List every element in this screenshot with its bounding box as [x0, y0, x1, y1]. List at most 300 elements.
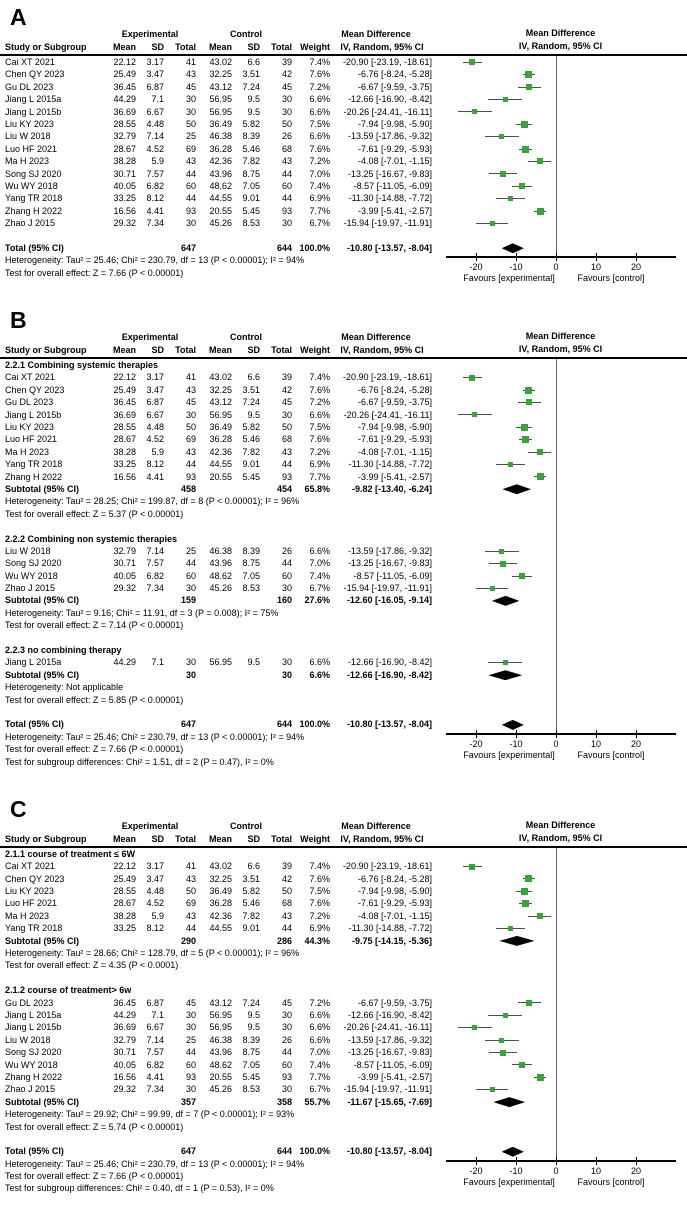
effect-estimate: -11.30 [-14.88, -7.72]	[348, 923, 432, 934]
study-name: Song SJ 2020	[5, 168, 62, 179]
effect-estimate: -3.99 [-5.41, -2.57]	[357, 1071, 432, 1082]
axis-tick-label: -20	[469, 739, 483, 750]
effect-point-marker	[522, 146, 529, 153]
effect-estimate: -13.59 [-17.86, -9.32]	[347, 131, 432, 142]
exp-sd: 3.17	[146, 57, 164, 67]
weight-value: 7.4%	[309, 861, 330, 872]
study-name: Subtotal (95% CI)	[5, 483, 80, 494]
exp-total: 45	[185, 81, 196, 92]
axis-tick	[516, 730, 517, 738]
exp-total: 290	[180, 935, 196, 946]
ctrl-mean: 44.55	[209, 923, 232, 934]
ctrl-total: 45	[281, 997, 292, 1008]
effect-estimate: -6.76 [-8.24, -5.28]	[357, 384, 432, 395]
effect-estimate: -15.94 [-19.97, -11.91]	[343, 1084, 432, 1095]
exp-sd: 7.14	[146, 1034, 164, 1045]
exp-mean: 36.45	[113, 397, 136, 408]
weight-value: 7.0%	[309, 168, 330, 179]
study-name: Subtotal (95% CI)	[5, 935, 80, 946]
col-ctrl-mean: Mean	[208, 833, 232, 844]
exp-sd: 8.12	[146, 193, 164, 204]
study-name: Subtotal (95% CI)	[5, 1096, 80, 1107]
col-effect: IV, Random, 95% CI	[340, 833, 424, 844]
ctrl-mean: 56.95	[209, 1022, 232, 1033]
ctrl-sd: 8.53	[242, 218, 260, 229]
exp-mean: 36.69	[113, 409, 136, 420]
exp-total: 44	[185, 558, 196, 569]
ctrl-mean	[196, 718, 232, 730]
stats-text: Heterogeneity: Tau² = 28.66; Chi² = 128.79, df = 5 (P < 0.00001); I² = 96%	[5, 948, 300, 959]
ctrl-sd: 7.24	[242, 81, 260, 92]
subgroup-title: 2.2.3 no combining therapy	[5, 645, 122, 656]
effect-estimate: -12.60 [-16.05, -9.14]	[346, 595, 432, 606]
effect-point-marker	[526, 1000, 532, 1006]
ctrl-mean: 46.38	[209, 545, 232, 556]
study-name: Total (95% CI)	[5, 242, 64, 253]
ctrl-mean	[196, 935, 232, 947]
x-axis-line	[446, 256, 676, 258]
axis-tick	[636, 730, 637, 738]
zero-line	[556, 848, 557, 1161]
ctrl-mean: 36.28	[209, 434, 232, 445]
col-exp-sd: SD	[151, 345, 164, 356]
effect-estimate: -15.94 [-19.97, -11.91]	[343, 583, 432, 594]
ctrl-mean: 56.95	[209, 106, 232, 117]
weight-value: 7.2%	[309, 997, 330, 1008]
exp-sd: 3.47	[146, 69, 164, 80]
ctrl-sd: 9.5	[247, 1010, 260, 1020]
col-group-control: Control	[230, 332, 262, 343]
exp-sd	[136, 1096, 164, 1108]
exp-mean: 28.67	[113, 898, 136, 909]
ctrl-sd	[232, 483, 260, 495]
axis-tick-label: 20	[630, 262, 642, 273]
zero-line	[556, 359, 557, 734]
ctrl-total: 454	[276, 483, 292, 494]
col-weight: Weight	[300, 833, 330, 844]
ctrl-mean: 46.38	[209, 1034, 232, 1045]
ctrl-total: 68	[281, 143, 292, 154]
exp-total: 647	[180, 719, 196, 730]
ctrl-sd	[232, 594, 260, 606]
exp-sd: 4.52	[146, 898, 164, 909]
study-name: Jiang L 2015b	[5, 409, 62, 420]
weight-value: 7.2%	[309, 446, 330, 457]
exp-sd: 6.67	[146, 106, 164, 117]
exp-total: 30	[185, 583, 196, 594]
exp-mean: 28.55	[113, 421, 136, 432]
x-axis-line	[446, 1160, 676, 1162]
weight-value: 7.2%	[309, 910, 330, 921]
exp-total: 60	[185, 1059, 196, 1070]
exp-total: 41	[185, 372, 196, 383]
ctrl-total: 44	[281, 923, 292, 934]
effect-point-marker	[508, 196, 513, 201]
ctrl-sd: 5.45	[242, 1071, 260, 1082]
effect-point-marker	[490, 586, 495, 591]
stats-text: Test for overall effect: Z = 4.35 (P < 0.0001)	[5, 960, 179, 971]
exp-total: 43	[185, 156, 196, 167]
study-name: Song SJ 2020	[5, 1047, 62, 1058]
stats-text: Heterogeneity: Not applicable	[5, 682, 124, 693]
exp-mean: 29.32	[113, 1084, 136, 1095]
exp-mean: 28.67	[113, 143, 136, 154]
study-name: Jiang L 2015a	[5, 94, 62, 105]
exp-mean: 30.71	[113, 168, 136, 179]
ctrl-mean: 56.95	[209, 94, 232, 105]
study-name: Yang TR 2018	[5, 923, 63, 934]
study-name: Ma H 2023	[5, 156, 50, 167]
weight-value: 7.5%	[309, 886, 330, 897]
col-exp-sd: SD	[151, 833, 164, 844]
plot-subtitle: IV, Random, 95% CI	[518, 832, 603, 843]
exp-sd: 7.1	[151, 657, 164, 668]
exp-sd: 8.12	[146, 459, 164, 470]
col-exp-mean: Mean	[112, 42, 136, 52]
effect-estimate: -20.26 [-24.41, -16.11]	[343, 106, 432, 117]
exp-sd: 7.34	[146, 583, 164, 594]
exp-sd: 3.47	[146, 384, 164, 395]
exp-sd: 4.52	[146, 434, 164, 445]
effect-estimate: -6.67 [-9.59, -3.75]	[357, 397, 432, 408]
col-weight: Weight	[300, 42, 330, 52]
col-exp-total: Total	[175, 42, 196, 52]
study-name: Jiang L 2015a	[5, 657, 62, 668]
ctrl-sd: 5.82	[242, 118, 260, 129]
effect-estimate: -6.67 [-9.59, -3.75]	[357, 997, 432, 1008]
axis-tick	[636, 253, 637, 261]
axis-tick-label: -10	[509, 262, 523, 273]
effect-estimate: -10.80 [-13.57, -8.04]	[346, 242, 432, 253]
effect-point-marker	[525, 875, 532, 882]
study-name: Zhang H 2022	[5, 1071, 63, 1082]
ctrl-mean	[196, 483, 232, 495]
effect-point-marker	[537, 913, 543, 919]
study-name: Cai XT 2021	[5, 372, 55, 383]
ctrl-sd: 7.24	[242, 397, 260, 408]
effect-point-marker	[472, 109, 477, 114]
pooled-diamond	[492, 596, 520, 606]
stats-text: Heterogeneity: Tau² = 25.46; Chi² = 230.79, df = 13 (P < 0.00001); I² = 94%	[5, 1158, 305, 1169]
axis-tick-label: 10	[590, 1165, 602, 1176]
exp-mean: 32.79	[113, 131, 136, 142]
study-name: Liu KY 2023	[5, 118, 54, 129]
stats-text: Test for subgroup differences: Chi² = 0.40, df = 1 (P = 0.53), I² = 0%	[5, 1183, 274, 1194]
exp-mean: 32.79	[113, 1034, 136, 1045]
weight-value: 7.5%	[309, 421, 330, 432]
effect-estimate: -13.25 [-16.67, -9.83]	[347, 168, 432, 179]
exp-mean: 22.12	[113, 57, 136, 67]
stats-text: Test for overall effect: Z = 7.66 (P < 0.00001)	[5, 1171, 184, 1182]
panel-label-a: A	[10, 4, 27, 30]
ctrl-sd: 9.5	[247, 409, 260, 420]
effect-estimate: -12.66 [-16.90, -8.42]	[347, 657, 432, 668]
weight-value: 7.4%	[309, 180, 330, 191]
effect-estimate: -8.57 [-11.05, -6.09]	[353, 1059, 432, 1070]
axis-tick	[476, 730, 477, 738]
weight-value: 7.0%	[309, 1047, 330, 1058]
exp-mean: 32.79	[113, 545, 136, 556]
study-name: Luo HF 2021	[5, 143, 58, 154]
ctrl-sd: 3.51	[242, 69, 260, 80]
weight-value: 7.6%	[309, 873, 330, 884]
effect-estimate: -13.59 [-17.86, -9.32]	[347, 545, 432, 556]
col-study: Study or Subgroup	[5, 42, 87, 52]
exp-sd: 5.9	[151, 156, 164, 167]
axis-tick	[596, 1157, 597, 1165]
ctrl-mean: 44.55	[209, 193, 232, 204]
exp-total: 43	[185, 384, 196, 395]
exp-total: 30	[185, 94, 196, 105]
ctrl-sd: 7.82	[242, 156, 260, 167]
ctrl-total: 644	[276, 242, 292, 253]
ctrl-total: 44	[281, 1047, 292, 1058]
ctrl-mean: 48.62	[209, 180, 232, 191]
ctrl-total: 30	[281, 1010, 292, 1020]
effect-point-marker	[537, 1074, 544, 1081]
axis-tick-label: -20	[469, 1165, 483, 1176]
ctrl-total: 30	[281, 409, 292, 420]
ctrl-mean: 20.55	[209, 1071, 232, 1082]
exp-mean: 44.29	[113, 657, 136, 668]
effect-estimate: -11.67 [-15.65, -7.69]	[347, 1096, 432, 1107]
exp-total: 44	[185, 1047, 196, 1058]
ctrl-total: 44	[281, 193, 292, 204]
effect-estimate: -9.82 [-13.40, -6.24]	[351, 483, 432, 494]
weight-value: 6.7%	[309, 218, 330, 229]
ctrl-sd: 7.05	[242, 570, 260, 581]
weight-value: 7.4%	[309, 570, 330, 581]
study-name: Liu W 2018	[5, 545, 51, 556]
effect-estimate: -6.76 [-8.24, -5.28]	[357, 873, 432, 884]
weight-value: 27.6%	[304, 595, 330, 606]
effect-estimate: -20.26 [-24.41, -16.11]	[343, 1022, 432, 1033]
exp-sd: 7.34	[146, 1084, 164, 1095]
ctrl-mean	[196, 242, 232, 254]
exp-total: 30	[185, 1084, 196, 1095]
ctrl-mean: 43.02	[209, 861, 232, 872]
study-name: Subtotal (95% CI)	[5, 595, 80, 606]
ctrl-sd: 9.5	[247, 1022, 260, 1033]
study-name: Wu WY 2018	[5, 1059, 58, 1070]
effect-point-marker	[499, 1038, 504, 1043]
ctrl-sd: 9.5	[247, 106, 260, 117]
weight-value: 44.3%	[304, 935, 330, 946]
favours-left-label: Favours [experimental]	[463, 273, 555, 284]
exp-total: 69	[185, 143, 196, 154]
plot-subtitle: IV, Random, 95% CI	[518, 41, 603, 51]
ctrl-total: 39	[281, 57, 292, 67]
ctrl-mean: 56.95	[209, 657, 232, 668]
exp-mean: 40.05	[113, 180, 136, 191]
study-name: Yang TR 2018	[5, 193, 63, 204]
effect-estimate: -8.57 [-11.05, -6.09]	[353, 570, 432, 581]
weight-value: 7.6%	[309, 384, 330, 395]
col-effect: IV, Random, 95% CI	[340, 345, 424, 356]
stats-text: Test for subgroup differences: Chi² = 1.51, df = 2 (P = 0.47), I² = 0%	[5, 756, 274, 767]
axis-tick	[476, 253, 477, 261]
ctrl-total: 43	[281, 156, 292, 167]
exp-sd	[136, 594, 164, 606]
study-name: Ma H 2023	[5, 910, 50, 921]
exp-total: 647	[180, 242, 196, 253]
col-study: Study or Subgroup	[5, 345, 87, 356]
exp-sd: 7.14	[146, 131, 164, 142]
exp-mean: 25.49	[113, 384, 136, 395]
plot-title: Mean Difference	[525, 331, 596, 342]
exp-sd: 7.57	[146, 1047, 164, 1058]
effect-point-marker	[503, 1013, 508, 1018]
ctrl-total: 60	[281, 570, 292, 581]
ctrl-total: 44	[281, 558, 292, 569]
favours-left-label: Favours [experimental]	[463, 1176, 555, 1187]
effect-estimate: -7.94 [-9.98, -5.90]	[357, 118, 432, 129]
study-name: Liu KY 2023	[5, 421, 54, 432]
weight-value: 6.6%	[309, 409, 330, 420]
exp-mean: 40.05	[113, 570, 136, 581]
weight-value: 6.6%	[309, 1034, 330, 1045]
ctrl-total: 43	[281, 446, 292, 457]
exp-total: 458	[180, 483, 196, 494]
col-effect: IV, Random, 95% CI	[340, 42, 424, 52]
ctrl-mean: 43.02	[209, 372, 232, 383]
exp-total: 44	[185, 923, 196, 934]
effect-point-marker	[472, 412, 477, 417]
ctrl-sd: 5.46	[242, 434, 260, 445]
exp-total: 60	[185, 180, 196, 191]
weight-value: 7.4%	[309, 372, 330, 383]
effect-point-marker	[469, 59, 475, 65]
exp-sd: 6.87	[146, 81, 164, 92]
stats-text: Test for overall effect: Z = 5.74 (P < 0.00001)	[5, 1121, 184, 1132]
col-group-experimental: Experimental	[121, 332, 179, 343]
ctrl-sd: 5.82	[242, 886, 260, 897]
exp-mean: 16.56	[113, 471, 136, 482]
exp-mean: 28.67	[113, 434, 136, 445]
weight-value: 100.0%	[299, 1146, 330, 1157]
favours-right-label: Favours [control]	[577, 1176, 645, 1187]
weight-value: 7.7%	[309, 471, 330, 482]
exp-sd: 3.17	[146, 861, 164, 872]
exp-sd	[136, 935, 164, 947]
exp-sd: 7.1	[151, 94, 164, 105]
plot-subtitle: IV, Random, 95% CI	[518, 344, 603, 355]
forest-figure	[0, 28, 687, 284]
ctrl-total: 39	[281, 861, 292, 872]
effect-estimate: -7.61 [-9.29, -5.93]	[357, 898, 432, 909]
ctrl-sd: 8.53	[242, 1084, 260, 1095]
exp-mean: 38.28	[113, 446, 136, 457]
ctrl-total: 30	[281, 106, 292, 117]
study-name: Gu DL 2023	[5, 997, 54, 1008]
exp-sd: 7.57	[146, 168, 164, 179]
study-name: Gu DL 2023	[5, 81, 54, 92]
study-name: Total (95% CI)	[5, 1146, 64, 1157]
axis-tick	[556, 730, 557, 738]
exp-mean: 44.29	[113, 1010, 136, 1020]
axis-tick-label: -10	[509, 739, 523, 750]
forest-plot-area	[434, 820, 687, 1195]
col-ctrl-sd: SD	[247, 345, 260, 356]
ctrl-mean	[196, 1145, 232, 1157]
exp-sd: 4.48	[146, 421, 164, 432]
ctrl-total: 68	[281, 434, 292, 445]
col-group-mean-difference: Mean Difference	[341, 29, 411, 39]
exp-mean	[100, 669, 136, 681]
exp-sd	[136, 718, 164, 730]
exp-mean: 36.69	[113, 106, 136, 117]
weight-value: 7.6%	[309, 434, 330, 445]
ctrl-total: 42	[281, 873, 292, 884]
ctrl-total: 30	[281, 218, 292, 229]
stats-text: Heterogeneity: Tau² = 9.16; Chi² = 11.91, df = 3 (P = 0.008); I² = 75%	[5, 607, 279, 618]
exp-total: 357	[180, 1096, 196, 1107]
ctrl-mean: 42.36	[209, 446, 232, 457]
weight-value: 6.9%	[309, 459, 330, 470]
effect-estimate: -12.66 [-16.90, -8.42]	[346, 669, 432, 680]
study-name: Zhao J 2015	[5, 218, 56, 229]
ctrl-sd	[232, 935, 260, 947]
effect-point-marker	[525, 387, 532, 394]
pooled-diamond	[502, 484, 531, 494]
ctrl-sd: 8.75	[242, 1047, 260, 1058]
effect-estimate: -13.59 [-17.86, -9.32]	[347, 1034, 432, 1045]
study-name: Cai XT 2021	[5, 57, 55, 67]
ctrl-total: 42	[281, 384, 292, 395]
forest-panel-b	[0, 305, 687, 768]
ctrl-mean: 56.95	[209, 1010, 232, 1020]
exp-mean	[100, 1096, 136, 1108]
exp-total: 25	[185, 131, 196, 142]
ctrl-sd: 3.51	[242, 873, 260, 884]
ctrl-total: 30	[281, 669, 292, 680]
exp-total: 30	[185, 1010, 196, 1020]
subgroup-title: 2.1.2 course of treatment> 6w	[5, 985, 132, 996]
stats-text: Test for overall effect: Z = 7.14 (P < 0.00001)	[5, 620, 184, 631]
effect-point-marker	[469, 864, 475, 870]
study-name: Chen QY 2023	[5, 873, 65, 884]
study-name: Subtotal (95% CI)	[5, 669, 80, 680]
ctrl-sd: 8.39	[242, 1034, 260, 1045]
study-name: Jiang L 2015b	[5, 106, 62, 117]
ctrl-sd: 7.82	[242, 910, 260, 921]
ctrl-total: 60	[281, 1059, 292, 1070]
ctrl-mean: 43.12	[209, 397, 232, 408]
weight-value: 6.7%	[309, 1084, 330, 1095]
effect-estimate: -6.76 [-8.24, -5.28]	[357, 69, 432, 80]
exp-total: 69	[185, 898, 196, 909]
axis-tick	[556, 253, 557, 261]
study-name: Jiang L 2015b	[5, 1022, 62, 1033]
effect-point-marker	[537, 449, 543, 455]
ctrl-mean: 43.96	[209, 558, 232, 569]
ctrl-sd: 8.75	[242, 558, 260, 569]
axis-tick	[556, 1157, 557, 1165]
stats-text: Heterogeneity: Tau² = 25.46; Chi² = 230.79, df = 13 (P < 0.00001); I² = 94%	[5, 731, 305, 742]
ctrl-sd: 9.5	[247, 657, 260, 668]
plot-title: Mean Difference	[525, 819, 596, 830]
ctrl-total: 45	[281, 81, 292, 92]
weight-value: 7.5%	[309, 118, 330, 129]
x-axis-line	[446, 733, 676, 735]
study-name: Zhao J 2015	[5, 583, 56, 594]
effect-estimate: -3.99 [-5.41, -2.57]	[357, 205, 432, 216]
exp-mean: 29.32	[113, 218, 136, 229]
ctrl-sd: 9.5	[247, 94, 260, 105]
forest-figure	[0, 820, 687, 1195]
ctrl-sd: 5.46	[242, 898, 260, 909]
ctrl-sd	[232, 242, 260, 254]
